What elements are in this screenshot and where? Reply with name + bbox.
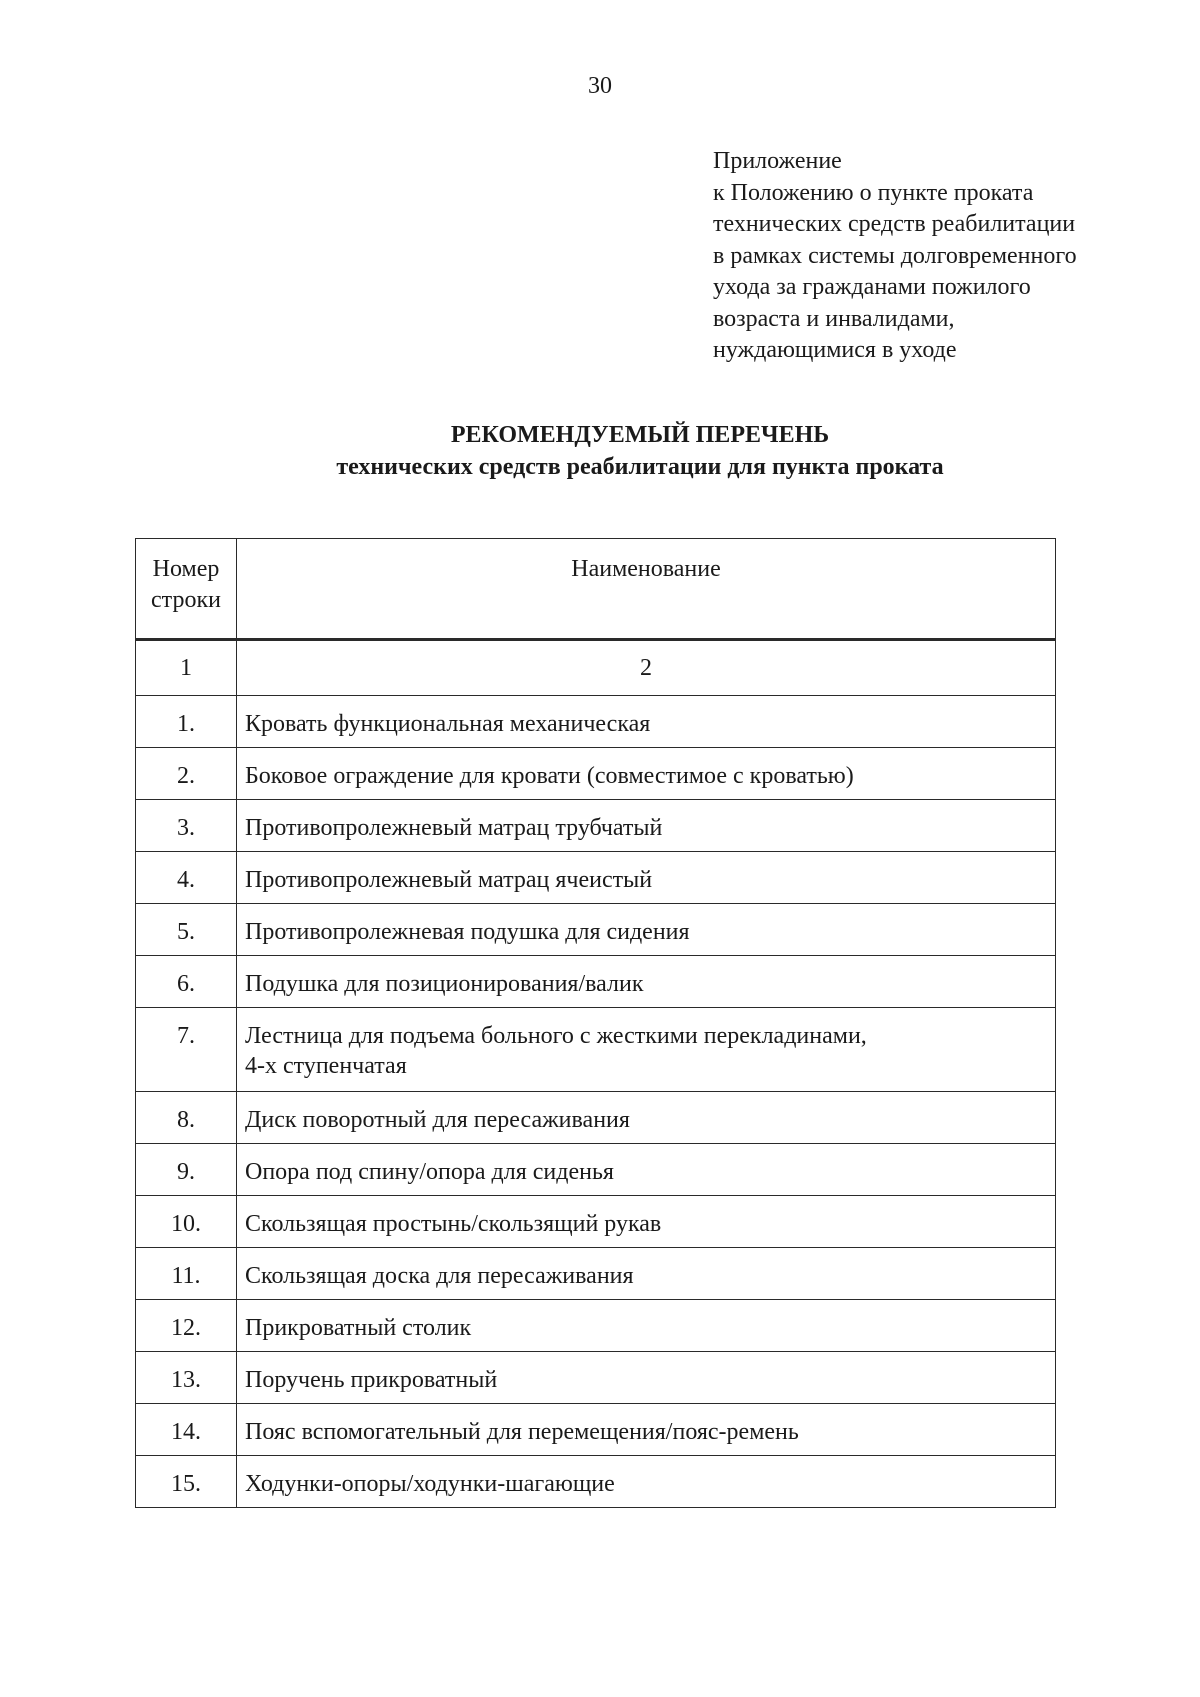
row-number: 3. xyxy=(136,800,237,852)
row-number: 9. xyxy=(136,1144,237,1196)
header-name: Наименование xyxy=(237,539,1056,640)
table-row xyxy=(136,1196,1056,1248)
row-number: 1. xyxy=(136,696,237,748)
table-row xyxy=(136,1248,1056,1300)
column-numbers-row xyxy=(136,640,1056,696)
table-row xyxy=(136,1456,1056,1508)
row-number: 10. xyxy=(136,1196,237,1248)
row-name: Боковое ограждение для кровати (совместимое с кроватью) xyxy=(237,748,1056,800)
appendix-line: ухода за гражданами пожилого xyxy=(713,274,1031,300)
row-number: 6. xyxy=(136,956,237,1008)
row-number: 14. xyxy=(136,1404,237,1456)
row-number: 5. xyxy=(136,904,237,956)
row-number: 7. xyxy=(136,1008,237,1092)
table-row xyxy=(136,852,1056,904)
table-header-row xyxy=(136,539,1056,640)
appendix-line: нуждающимися в уходе xyxy=(713,337,957,363)
header-row-number xyxy=(136,539,237,640)
appendix-line: в рамках системы долговременного xyxy=(713,242,1077,269)
document-title: РЕКОМЕНДУЕМЫЙ ПЕРЕЧЕНЬ xyxy=(450,422,830,448)
row-name: Противопролежневый матрац трубчатый xyxy=(237,800,1056,852)
table-row xyxy=(136,956,1056,1008)
row-name: Поручень прикроватный xyxy=(237,1352,1056,1404)
table-row xyxy=(136,696,1056,748)
table-row xyxy=(136,1300,1056,1352)
equipment-table xyxy=(135,538,1056,1508)
appendix-line: технических средств реабилитации xyxy=(713,211,1076,237)
header-row-number-line1: Номер xyxy=(152,556,220,582)
document-subtitle: технических средств реабилитации для пункта проката xyxy=(336,454,944,480)
row-name xyxy=(237,1008,1056,1092)
appendix-line: к Положению о пункте проката xyxy=(713,179,1034,206)
row-name: Противопролежневая подушка для сидения xyxy=(237,904,1056,956)
table-row xyxy=(136,748,1056,800)
row-number: 2. xyxy=(136,748,237,800)
table-row xyxy=(136,1008,1056,1092)
table-row xyxy=(136,1092,1056,1144)
row-number: 12. xyxy=(136,1300,237,1352)
row-number: 4. xyxy=(136,852,237,904)
row-name: Скользящая простынь/скользящий рукав xyxy=(237,1196,1056,1248)
row-number: 13. xyxy=(136,1352,237,1404)
appendix-line: возраста и инвалидами, xyxy=(713,305,955,332)
row-name: Скользящая доска для пересаживания xyxy=(237,1248,1056,1300)
row-name: Ходунки-опоры/ходунки-шагающие xyxy=(237,1456,1056,1508)
appendix-note xyxy=(713,146,1153,367)
row-name: Пояс вспомогательный для перемещения/пояс-ремень xyxy=(237,1404,1056,1456)
column-number-1: 1 xyxy=(136,640,237,696)
appendix-line: Приложение xyxy=(713,148,842,174)
row-name: Противопролежневый матрац ячеистый xyxy=(237,852,1056,904)
table-row xyxy=(136,1404,1056,1456)
row-number: 15. xyxy=(136,1456,237,1508)
row-name-line2: 4-х ступенчатая xyxy=(245,1053,407,1079)
column-number-2: 2 xyxy=(237,640,1056,696)
row-number: 11. xyxy=(136,1248,237,1300)
table-row xyxy=(136,1352,1056,1404)
header-row-number-line2: строки xyxy=(151,587,221,613)
row-name: Диск поворотный для пересаживания xyxy=(237,1092,1056,1144)
table-row xyxy=(136,904,1056,956)
row-name: Подушка для позиционирования/валик xyxy=(237,956,1056,1008)
table-row xyxy=(136,1144,1056,1196)
table-row xyxy=(136,800,1056,852)
row-name: Прикроватный столик xyxy=(237,1300,1056,1352)
row-name-line1: Лестница для подъема больного с жесткими перекладинами, xyxy=(245,1023,867,1049)
page-number: 30 xyxy=(588,73,612,99)
row-number: 8. xyxy=(136,1092,237,1144)
row-name: Кровать функциональная механическая xyxy=(237,696,1056,748)
row-name: Опора под спину/опора для сиденья xyxy=(237,1144,1056,1196)
